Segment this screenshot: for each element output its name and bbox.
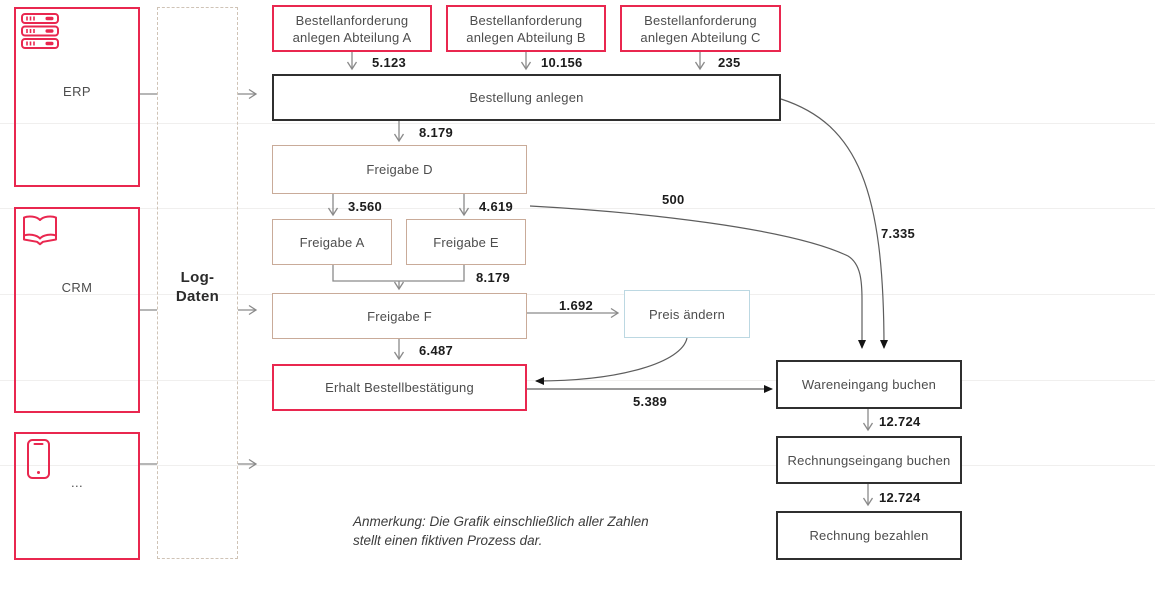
edge-label-ae-f: 8.179 [476,270,511,285]
node-label: Wareneingang buchen [801,377,937,392]
log-daten-line2: Daten [175,288,220,305]
edge-label-rechein-bezahlen: 12.724 [879,490,921,505]
node-preis-aendern [624,290,750,338]
edge-label-create-d: 8.179 [419,125,454,140]
edge-label-dept-c: 235 [718,55,741,70]
node-label: Bestellanforderung [295,12,409,28]
node-label: Freigabe D [366,162,433,177]
node-label: Freigabe E [433,234,499,250]
node-label: Preis ändern [648,306,726,322]
book-icon [22,214,58,246]
edge-label-d-a: 3.560 [348,199,383,214]
edge-label-d-e: 4.619 [479,199,514,214]
node-erhalt-bestellbestaetigung [272,364,527,411]
node-freigabe-d [272,145,527,194]
node-freigabe-f [272,293,527,339]
node-label: Erhalt Bestellbestätigung [325,380,474,395]
node-freigabe-a [272,219,392,265]
node-label: Bestellung anlegen [469,90,584,105]
node-bestellanforderung-b [446,5,606,52]
node-bestellanforderung-c [620,5,781,52]
footnote [353,512,649,550]
server-icon [21,13,59,49]
node-bestellung-anlegen [272,74,781,121]
node-label: anlegen Abteilung C [640,29,761,45]
node-label: anlegen Abteilung B [466,29,586,45]
system-label-erp: ERP [63,84,91,99]
edge-label-dept-a: 5.123 [372,55,407,70]
node-label: Rechnung bezahlen [809,528,929,543]
edge-label-create-ware: 7.335 [881,226,916,241]
log-daten-label [157,268,238,306]
node-label: Bestellanforderung [469,12,583,28]
node-label: Freigabe A [299,234,365,250]
footnote-line1: Anmerkung: Die Grafik einschließlich aller Zahlen [353,514,649,529]
edge-label-f-preis: 1.692 [559,298,594,313]
node-rechnungseingang-buchen [776,436,962,484]
node-rechnung-bezahlen [776,511,962,560]
node-freigabe-e [406,219,526,265]
node-wareneingang-buchen [776,360,962,409]
node-bestellanforderung-a [272,5,432,52]
log-daten-line1: Log- [180,269,215,286]
edge-preis-to-erhalt [536,338,687,381]
edge-ae-merge [333,265,464,281]
system-label-mobile: ... [70,475,84,490]
edge-label-f-erhalt: 6.487 [419,343,454,358]
smartphone-icon [27,439,50,479]
edge-label-dept-b: 10.156 [541,55,583,70]
node-label: Bestellanforderung [644,12,757,28]
edge-label-d-ware: 500 [662,192,685,207]
node-label: Rechnungseingang buchen [787,452,951,468]
edge-create-to-wareneingang [781,99,884,348]
node-label: Freigabe F [367,308,432,324]
system-label-crm: CRM [61,280,93,295]
footnote-line2: stellt einen fiktiven Prozess dar. [353,533,543,548]
edge-label-erhalt-ware: 5.389 [633,394,668,409]
edge-label-ware-rechein: 12.724 [879,414,921,429]
node-label: anlegen Abteilung A [292,29,412,45]
